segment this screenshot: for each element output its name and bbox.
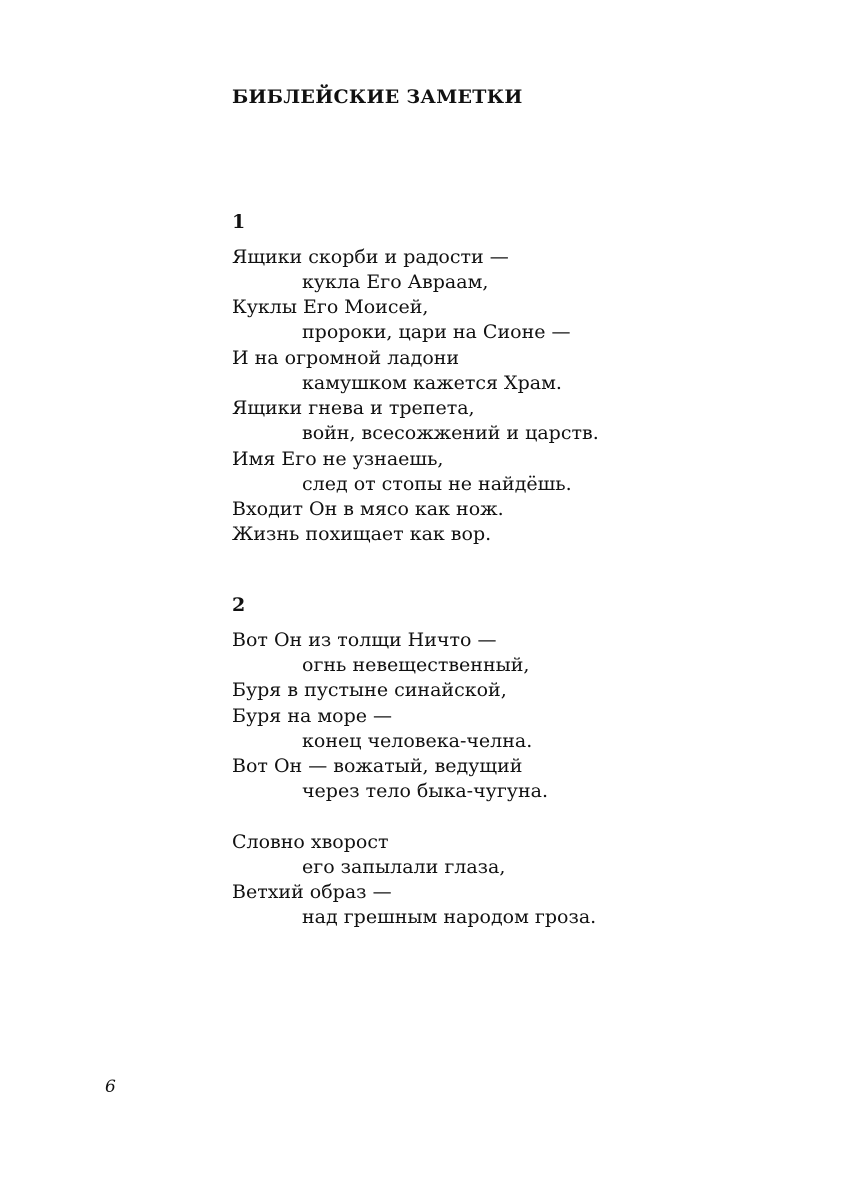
poem-line: Словно хворост [232,831,389,853]
poem-line: над грешным народом гроза. [302,906,597,928]
poem-line: Куклы Его Моисей, [232,296,429,318]
section-number-1: 1 [232,211,246,233]
poem-line: И на огромной ладони [232,347,460,369]
poem-line: огнь невещественный, [302,654,530,676]
poem-line: Вот Он — вожатый, ведущий [232,755,523,777]
poem-line: кукла Его Авраам, [302,271,489,293]
poem-line: Ящики гнева и трепета, [232,397,475,419]
poem-line: Буря на море — [232,705,393,727]
poem-line: войн, всесожжений и царств. [302,422,599,444]
poem-line: Буря в пустыне синайской, [232,679,507,701]
section-number-2: 2 [232,594,246,616]
poem-line: след от стопы не найдёшь. [302,473,572,495]
page-number: 6 [105,1077,116,1097]
poem-line: камушком кажется Храм. [302,372,562,394]
poem-line: его запылали глаза, [302,856,506,878]
poem-line: Жизнь похищает как вор. [232,523,492,545]
poem-line: конец человека-челна. [302,730,533,752]
poem-line: Имя Его не узнаешь, [232,448,444,470]
poem-line: Ящики скорби и радости — [232,246,509,268]
page-title: БИБЛЕЙСКИЕ ЗАМЕТКИ [232,86,523,108]
poem-line: Входит Он в мясо как нож. [232,498,504,520]
poem-line: Ветхий образ — [232,881,392,903]
poem-line: пророки, цари на Сионе — [302,321,571,343]
poem-line: Вот Он из толщи Ничто — [232,629,497,651]
poem-line: через тело быка-чугуна. [302,780,549,802]
